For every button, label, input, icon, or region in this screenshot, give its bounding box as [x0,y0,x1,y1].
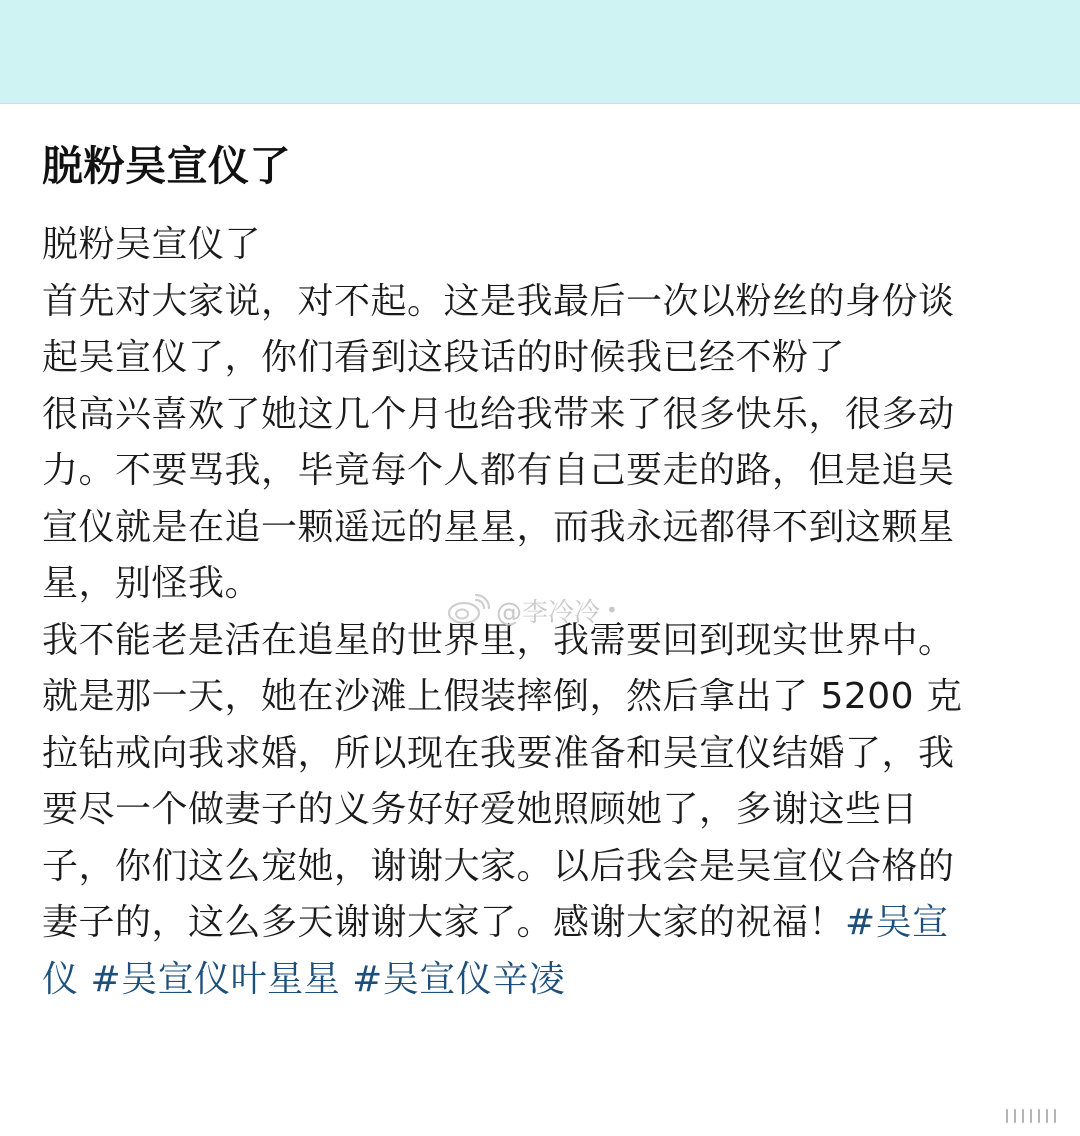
post-line [42,952,1042,1009]
post-line: 首先对大家说，对不起。这是我最后一次以粉丝的身份谈 [42,280,955,322]
post-line: 要尽一个做妻子的义务好好爱她照顾她了，多谢这些日 [42,789,919,830]
hashtag-link[interactable]: #吴宣 [845,902,949,943]
post-line: 子，你们这么宠她，谢谢大家。以后我会是吴宣仪合格的 [42,845,955,887]
watermark-handle: @李冷冷 [496,597,601,628]
hashtag-link[interactable]: 仪 [42,958,79,1000]
post-line [42,895,1042,952]
weibo-watermark [446,590,618,630]
weibo-logo-icon [446,594,490,626]
post-line: 就是那一天，她在沙滩上假装摔倒，然后拿出了 5200 克 [42,676,963,717]
post-line: 力。不要骂我，毕竟每个人都有自己要走的路，但是追吴 [42,450,955,491]
post-line: 星，别怪我。 [42,563,262,604]
top-banner [0,0,1080,104]
post-line: 很高兴喜欢了她这几个月也给我带来了很多快乐，很多动 [42,393,955,435]
corner-lines-icon [1003,1104,1059,1124]
post-line: 宣仪就是在追一颗遥远的星星，而我永远都得不到这颗星 [42,506,955,548]
post-line: 我不能老是活在追星的世界里，我需要回到现实世界中。 [42,619,955,661]
hashtag-link[interactable]: #吴宣仪叶星星 [90,958,341,1000]
post-line: 脱粉吴宣仪了 [42,224,262,265]
post-title: 脱粉吴宣仪了 [42,142,291,190]
hashtag-link[interactable]: #吴宣仪辛凌 [352,958,566,1000]
post-line: 拉钻戒向我求婚，所以现在我要准备和吴宣仪结婚了，我 [42,732,955,774]
post-line: 起吴宣仪了，你们看到这段话的时候我已经不粉了 [42,337,846,378]
post-line-text: 妻子的，这么多天谢谢大家了。感谢大家的祝福！ [42,902,846,943]
watermark-dot: • [606,598,618,622]
